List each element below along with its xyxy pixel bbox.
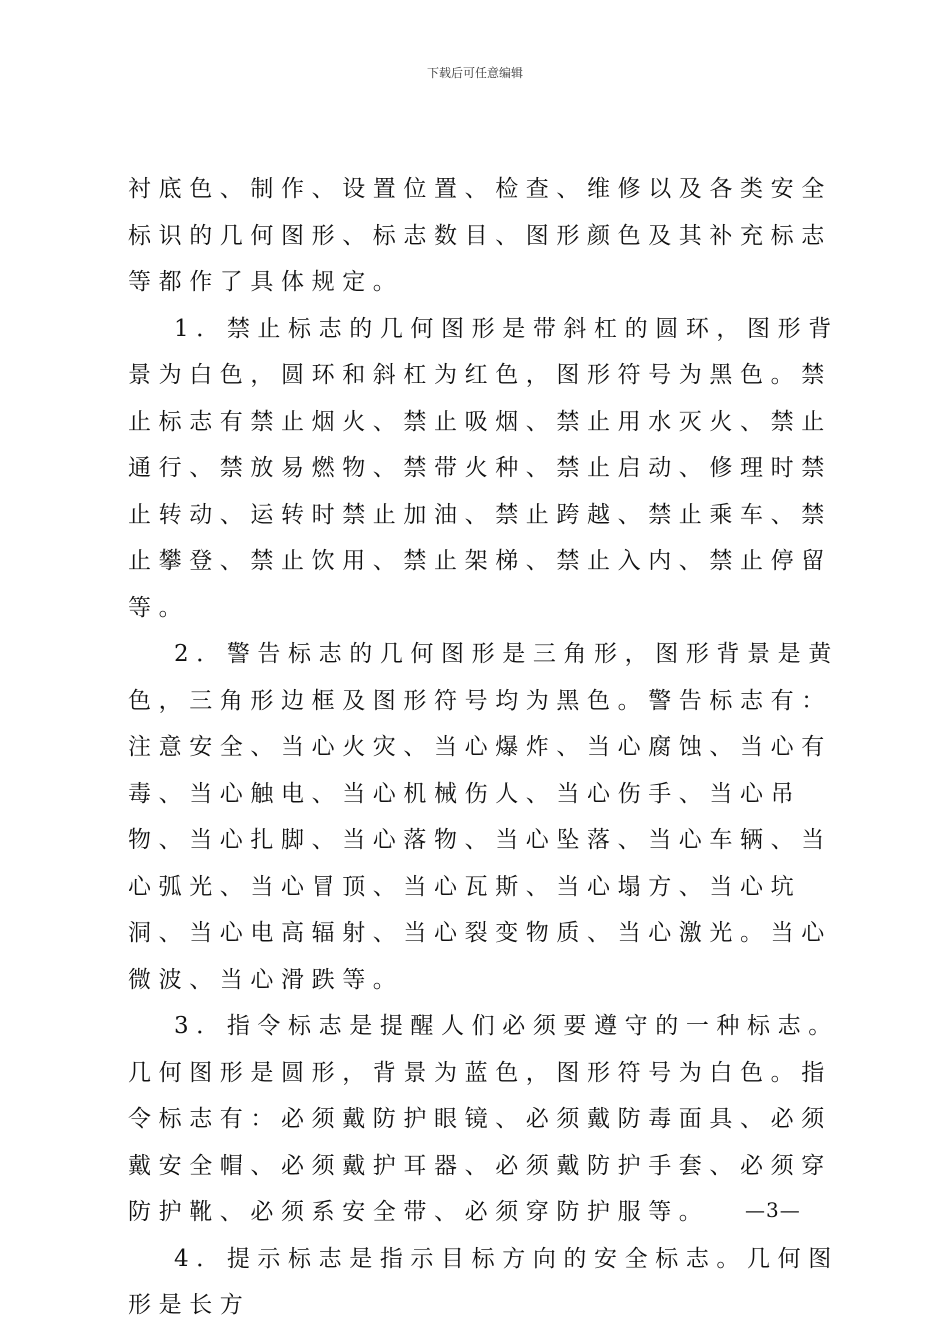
paragraph-warning-signs: 2．警告标志的几何图形是三角形，图形背景是黄色，三角形边框及图形符号均为黑色。警告标志有：注意安全、当心火灾、当心爆炸、当心腐蚀、当心有毒、当心触电、当心机械伤人、当心伤手、当心吊物、当心扎脚、当心落物、当心坠落、当心车辆、当心弧光、当心冒顶、当心瓦斯、当心塌方、当心坑洞、当心电高辐射、当心裂变物质、当心激光。当心微波、当心滑跌等。 (128, 641, 839, 993)
paragraph-information-signs: 4．提示标志是指示目标方向的安全标志。几何图形是长方 (128, 1245, 839, 1318)
paragraph-mandatory-signs: 3．指令标志是提醒人们必须要遵守的一种标志。几何图形是圆形，背景为蓝色，图形符号为白色。指令标志有：必须戴防护眼镜、必须戴防毒面具、必须戴安全帽、必须戴护耳器、必须戴防护手套、必须穿防护靴、必须系安全带、必须穿防护服等。 (128, 1013, 839, 1225)
paragraph-continued: 衬底色、制作、设置位置、检查、维修以及各类安全标识的几何图形、标志数目、图形颜色及其补充标志等都作了具体规定。 (128, 176, 832, 295)
document-body (128, 166, 840, 1329)
page-number: —3— (745, 1198, 801, 1222)
paragraph-prohibition-signs: 1．禁止标志的几何图形是带斜杠的圆环，图形背景为白色，圆环和斜杠为红色，图形符号为黑色。禁止标志有禁止烟火、禁止吸烟、禁止用水灭火、禁止通行、禁放易燃物、禁带火种、禁止启动、修理时禁止转动、运转时禁止加油、禁止跨越、禁止乘车、禁止攀登、禁止饮用、禁止架梯、禁止入内、禁止停留等。 (128, 315, 839, 621)
download-note: 下载后可任意编辑 (426, 66, 523, 80)
